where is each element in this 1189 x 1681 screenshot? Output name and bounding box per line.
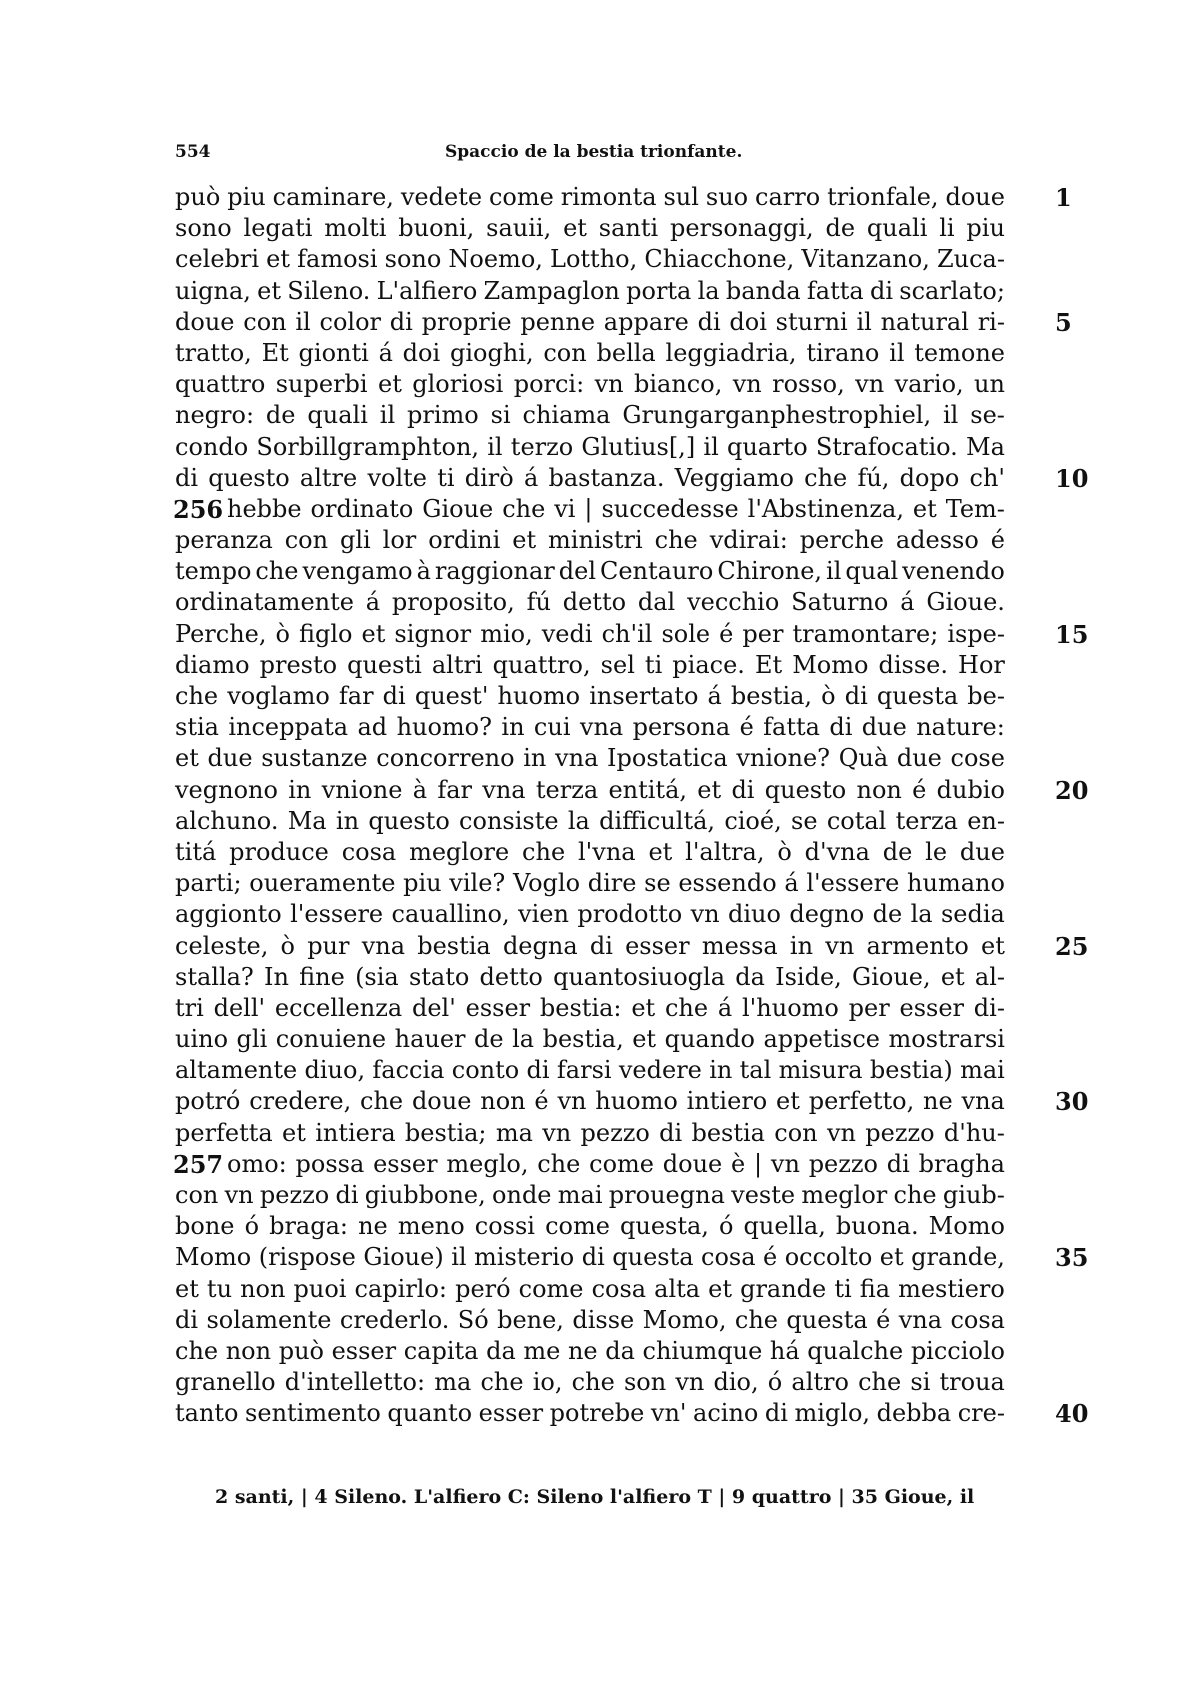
line-text: perfetta et intiera bestia; ma vn pezzo di bestia con vn pezzo d'hu- xyxy=(175,1118,1005,1147)
line-text: altamente diuo, faccia conto di farsi vedere in tal misura bestia) mai xyxy=(175,1056,1005,1085)
text-line xyxy=(175,993,1005,1024)
text-line xyxy=(175,276,1005,307)
line-number: 15 xyxy=(1055,619,1089,649)
line-number: 40 xyxy=(1055,1399,1089,1429)
text-line xyxy=(175,931,1089,962)
line-number: 1 xyxy=(1055,183,1072,212)
text-line xyxy=(175,494,1005,525)
running-title: Spaccio de la bestia trionfante. xyxy=(445,142,743,162)
line-number: 35 xyxy=(1055,1243,1089,1273)
body-text xyxy=(173,182,1089,1430)
line-text: di solamente crederlo. Só bene, disse Momo, che questa é vna cosa xyxy=(175,1305,1005,1334)
text-line xyxy=(175,837,1005,868)
text-line xyxy=(175,1024,1005,1055)
line-text: vegnono in vnione à far vna terza entitá, et di questo non é dubio xyxy=(175,775,1005,804)
text-line xyxy=(175,556,1005,587)
line-number: 10 xyxy=(1055,463,1089,493)
text-line xyxy=(175,432,1005,463)
text-line xyxy=(175,307,1072,338)
text-line xyxy=(175,1305,1005,1336)
text-line xyxy=(175,1242,1089,1273)
text-line xyxy=(175,1055,1005,1086)
line-text: Perche, ò figlo et signor mio, vedi ch'il sole é per tramontare; ispe- xyxy=(175,619,1005,648)
line-text: tempo che vengamo à raggionar del Centauro Chirone, il qual venendo xyxy=(175,557,1005,586)
line-text: diamo presto questi altri quattro, sel ti piace. Et Momo disse. Hor xyxy=(175,650,1005,679)
line-text: omo: possa esser meglo, che come doue è | vn pezzo di bragha xyxy=(227,1149,1005,1178)
text-line xyxy=(175,1118,1005,1149)
line-text: celeste, ò pur vna bestia degna di esser messa in vn armento et xyxy=(175,931,1005,960)
line-number: 25 xyxy=(1055,931,1089,961)
text-line xyxy=(175,1086,1089,1117)
text-line xyxy=(175,213,1005,244)
text-line xyxy=(175,369,1005,400)
text-line xyxy=(175,1336,1005,1367)
line-text: può piu caminare, vedete come rimonta sul suo carro trionfale, doue xyxy=(175,183,1005,211)
line-text: peranza con gli lor ordini et ministri che vdirai: perche adesso é xyxy=(175,526,1005,555)
text-line xyxy=(175,587,1005,618)
text-line xyxy=(175,806,1005,837)
line-text: doue con il color di proprie penne appare di doi sturni il natural ri- xyxy=(175,307,1005,336)
critical-apparatus-footnote: 2 santi, | 4 Sileno. L'alfiero C: Sileno l'alfiero T | 9 quattro | 35 Gioue, il xyxy=(215,1486,975,1508)
text-line xyxy=(175,899,1005,930)
line-text: et due sustanze concorreno in vna Ipostatica vnione? Quà due cose xyxy=(175,744,1005,773)
text-line xyxy=(175,400,1005,431)
source-page-marker: 257 xyxy=(173,1149,224,1179)
line-text: bone ó braga: ne meno cossi come questa, ó quella, buona. Momo xyxy=(175,1212,1005,1241)
text-line xyxy=(175,962,1005,993)
source-page-marker: 256 xyxy=(173,494,224,524)
text-line xyxy=(175,681,1005,712)
line-text: stia inceppata ad huomo? in cui vna persona é fatta di due nature: xyxy=(175,713,1005,742)
line-number: 5 xyxy=(1055,307,1072,337)
line-text: titá produce cosa meglore che l'vna et l'altra, ò d'vna de le due xyxy=(175,837,1005,866)
line-text: condo Sorbillgramphton, il terzo Glutius[,] il quarto Strafocatio. Ma xyxy=(175,432,1005,461)
page-header xyxy=(175,142,1005,168)
line-text: che non può esser capita da me ne da chiumque há qualche picciolo xyxy=(175,1336,1005,1365)
line-text: tanto sentimento quanto esser potrebe vn' acino di miglo, debba cre- xyxy=(175,1399,1005,1428)
line-text: che voglamo far di quest' huomo insertato á bestia, ò di questa be- xyxy=(175,682,1005,710)
line-text: stalla? In fine (sia stato detto quantosiuogla da Iside, Gioue, et al- xyxy=(175,962,1005,991)
line-text: ordinatamente á proposito, fú detto dal vecchio Saturno á Gioue. xyxy=(175,588,1005,617)
line-text: quattro superbi et gloriosi porci: vn bianco, vn rosso, vn vario, un xyxy=(175,370,1005,399)
text-line xyxy=(175,1398,1089,1429)
text-line xyxy=(175,743,1005,774)
line-text: parti; oueramente piu vile? Voglo dire se essendo á l'essere humano xyxy=(175,869,1005,898)
text-line xyxy=(175,712,1005,743)
line-text: potró credere, che doue non é vn huomo intiero et perfetto, ne vna xyxy=(175,1087,1005,1116)
line-number: 30 xyxy=(1055,1087,1089,1117)
line-text: negro: de quali il primo si chiama Grungarganphestrophiel, il se- xyxy=(175,401,1005,430)
line-text: tratto, Et gionti á doi gioghi, con bella leggiadria, tirano il temone xyxy=(175,338,1005,367)
line-text: uino gli conuiene hauer de la bestia, et quando appetisce mostrarsi xyxy=(175,1025,1005,1054)
text-line xyxy=(175,463,1089,494)
page-number: 554 xyxy=(175,142,211,162)
text-line xyxy=(175,775,1089,806)
line-text: con vn pezzo di giubbone, onde mai prouegna veste meglor che giub- xyxy=(175,1181,1005,1209)
line-text: et tu non puoi capirlo: peró come cosa alta et grande ti fia mestiero xyxy=(175,1274,1005,1303)
line-text: aggionto l'essere cauallino, vien prodotto vn diuo degno de la sedia xyxy=(175,900,1005,929)
text-line xyxy=(175,868,1005,899)
line-text: granello d'intelletto: ma che io, che son vn dio, ó altro che si troua xyxy=(175,1368,1005,1397)
text-line xyxy=(175,1180,1005,1211)
text-line xyxy=(175,525,1005,556)
text-line xyxy=(175,338,1005,369)
text-line xyxy=(175,244,1005,275)
line-text: alchuno. Ma in questo consiste la difficultá, cioé, se cotal terza en- xyxy=(175,806,1005,835)
line-text: di questo altre volte ti dirò á bastanza. Veggiamo che fú, dopo ch' xyxy=(175,463,1005,492)
text-line xyxy=(175,182,1072,213)
line-text: sono legati molti buoni, sauii, et santi personaggi, de quali li piu xyxy=(175,214,1005,243)
text-line xyxy=(175,1211,1005,1242)
text-line xyxy=(175,1274,1005,1305)
line-text: celebri et famosi sono Noemo, Lottho, Chiacchone, Vitanzano, Zuca- xyxy=(175,245,1005,274)
text-line xyxy=(175,1367,1005,1398)
text-line xyxy=(175,650,1005,681)
line-text: uigna, et Sileno. L'alfiero Zampaglon porta la banda fatta di scarlato; xyxy=(175,276,1005,305)
line-text: tri dell' eccellenza del' esser bestia: et che á l'huomo per esser di- xyxy=(175,993,1005,1022)
text-line xyxy=(175,1149,1005,1180)
text-line xyxy=(175,619,1089,650)
line-text: Momo (rispose Gioue) il misterio di questa cosa é occolto et grande, xyxy=(175,1243,1005,1272)
line-number: 20 xyxy=(1055,775,1089,805)
line-text: hebbe ordinato Gioue che vi | succedesse l'Abstinenza, et Tem- xyxy=(227,494,1005,523)
